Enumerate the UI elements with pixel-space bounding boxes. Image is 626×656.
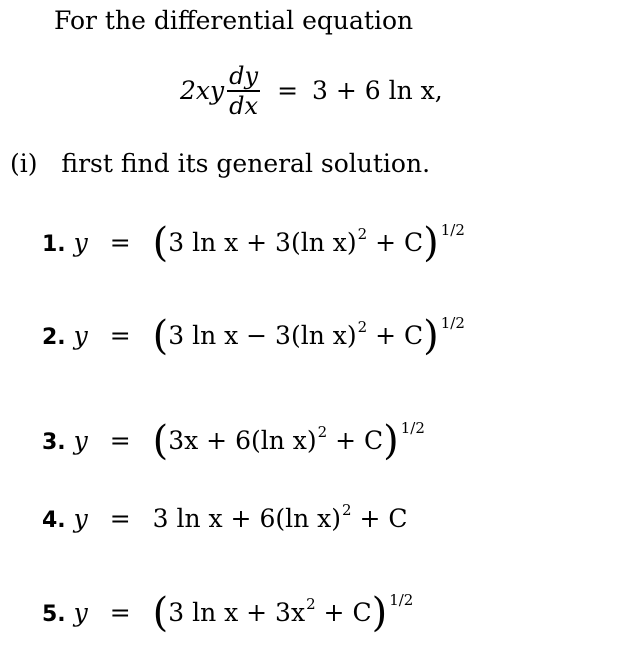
answer-option-1[interactable] xyxy=(42,220,465,266)
close-paren: ) xyxy=(383,418,399,464)
open-paren: ( xyxy=(152,220,169,266)
option-equals: = xyxy=(109,504,131,533)
option-number: 5. xyxy=(42,602,66,627)
option-exponent: 1/2 xyxy=(440,314,465,332)
option-tail: + C xyxy=(327,426,384,455)
option-equals: = xyxy=(109,598,131,627)
option-number: 3. xyxy=(42,430,66,455)
option-equals: = xyxy=(109,426,131,455)
option-expression: 3 ln x + 3x xyxy=(168,598,306,627)
option-variable: y xyxy=(73,426,88,455)
option-tail: + C xyxy=(367,321,424,350)
answer-option-3[interactable] xyxy=(42,418,425,464)
option-variable: y xyxy=(73,228,88,257)
option-square: 2 xyxy=(342,501,352,519)
option-square: 2 xyxy=(357,318,368,336)
option-expression: 3x + 6(ln x) xyxy=(168,426,317,455)
option-tail: + C xyxy=(367,228,424,257)
option-number: 4. xyxy=(42,508,66,533)
option-number: 2. xyxy=(42,325,66,350)
intro-text: For the differential equation xyxy=(54,6,414,35)
equation-lhs-coefficient: 2xy xyxy=(180,76,225,106)
answer-option-5[interactable] xyxy=(42,590,414,636)
differential-equation xyxy=(180,64,443,118)
fraction-denominator: dx xyxy=(229,91,259,120)
open-paren: ( xyxy=(152,590,169,636)
option-equals: = xyxy=(109,228,131,257)
option-square: 2 xyxy=(317,423,328,441)
option-number: 1. xyxy=(42,232,66,257)
fraction-numerator: dy xyxy=(229,62,259,90)
close-paren: ) xyxy=(371,590,388,636)
option-tail: + C xyxy=(351,504,408,533)
part-text: first find its general solution. xyxy=(61,149,431,178)
derivative-fraction xyxy=(227,64,260,118)
open-paren: ( xyxy=(152,418,169,464)
option-tail: + C xyxy=(315,598,372,627)
open-paren: ( xyxy=(152,313,169,359)
part-label: (i) xyxy=(10,149,38,178)
part-instruction xyxy=(10,151,430,176)
option-equals: = xyxy=(109,321,131,350)
option-expression: 3 ln x + 3(ln x) xyxy=(168,228,357,257)
option-exponent: 1/2 xyxy=(389,591,414,609)
option-expression: 3 ln x + 6(ln x) xyxy=(152,504,342,533)
answer-option-4[interactable] xyxy=(42,501,408,533)
option-variable: y xyxy=(73,598,88,627)
option-exponent: 1/2 xyxy=(440,221,465,239)
option-variable: y xyxy=(73,321,88,350)
option-expression: 3 ln x − 3(ln x) xyxy=(168,321,357,350)
close-paren: ) xyxy=(423,220,439,266)
option-exponent: 1/2 xyxy=(400,419,425,437)
answer-option-2[interactable] xyxy=(42,313,465,359)
equation-equals: = xyxy=(277,76,299,106)
equation-rhs: 3 + 6 ln x, xyxy=(312,76,443,106)
option-variable: y xyxy=(73,504,88,533)
option-square: 2 xyxy=(357,225,368,243)
option-square: 2 xyxy=(306,595,316,613)
close-paren: ) xyxy=(423,313,439,359)
